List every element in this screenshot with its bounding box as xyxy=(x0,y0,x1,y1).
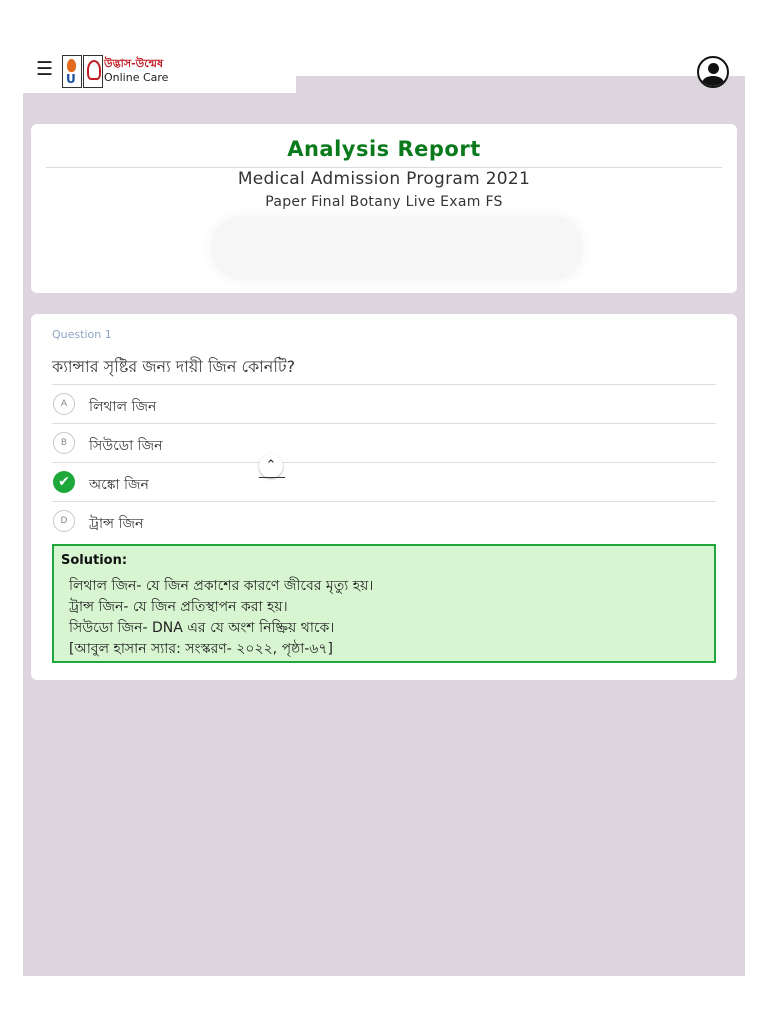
brand-tagline: Online Care xyxy=(104,71,169,84)
brand-name: উদ্ভাস-উন্মেষ xyxy=(104,57,164,70)
option-label: অঙ্কো জিন xyxy=(89,477,149,493)
solution-box xyxy=(52,544,716,663)
user-circle-icon[interactable] xyxy=(697,56,729,88)
option-label: ট্রান্স জিন xyxy=(89,516,144,532)
option-a[interactable] xyxy=(52,384,716,424)
logo-emblem-icon xyxy=(83,55,103,88)
question-number: Question 1 xyxy=(52,328,112,341)
chevron-up-icon[interactable]: ⌃ xyxy=(259,454,283,478)
report-title: Analysis Report xyxy=(287,137,481,161)
redacted-area xyxy=(211,216,583,280)
question-text: ক্যান্সার সৃষ্টির জন্য দায়ী জিন কোনটি? xyxy=(52,357,296,376)
solution-line: [আবুল হাসান স্যার: সংস্করণ- ২০২২, পৃষ্ঠা-৬৭] xyxy=(69,641,333,657)
hamburger-icon[interactable]: ☰ xyxy=(36,58,54,80)
divider xyxy=(46,167,722,168)
solution-line: সিউডো জিন- DNA এর যে অংশ নিষ্ক্রিয় থাকে। xyxy=(69,620,335,636)
solution-title: Solution: xyxy=(61,553,128,568)
program-name: Medical Admission Program 2021 xyxy=(237,169,531,189)
brand-logo[interactable] xyxy=(62,55,182,88)
option-marker: D xyxy=(53,510,75,532)
option-label: লিথাল জিন xyxy=(89,399,157,415)
option-c[interactable] xyxy=(52,462,716,502)
option-marker: B xyxy=(53,432,75,454)
report-header-card xyxy=(31,124,737,293)
check-icon: ✔ xyxy=(53,471,75,493)
solution-line: লিথাল জিন- যে জিন প্রকাশের কারণে জীবের মৃত্যু হয়। xyxy=(69,578,374,594)
option-marker: A xyxy=(53,393,75,415)
logo-flame-icon: U xyxy=(62,55,82,88)
option-label: সিউডো জিন xyxy=(89,438,163,454)
question-card xyxy=(31,314,737,680)
solution-line: ট্রান্স জিন- যে জিন প্রতিস্থাপন করা হয়। xyxy=(69,599,288,615)
option-d[interactable] xyxy=(52,501,716,541)
divider xyxy=(259,477,285,478)
option-b[interactable] xyxy=(52,423,716,463)
paper-name: Paper Final Botany Live Exam FS xyxy=(265,194,503,210)
